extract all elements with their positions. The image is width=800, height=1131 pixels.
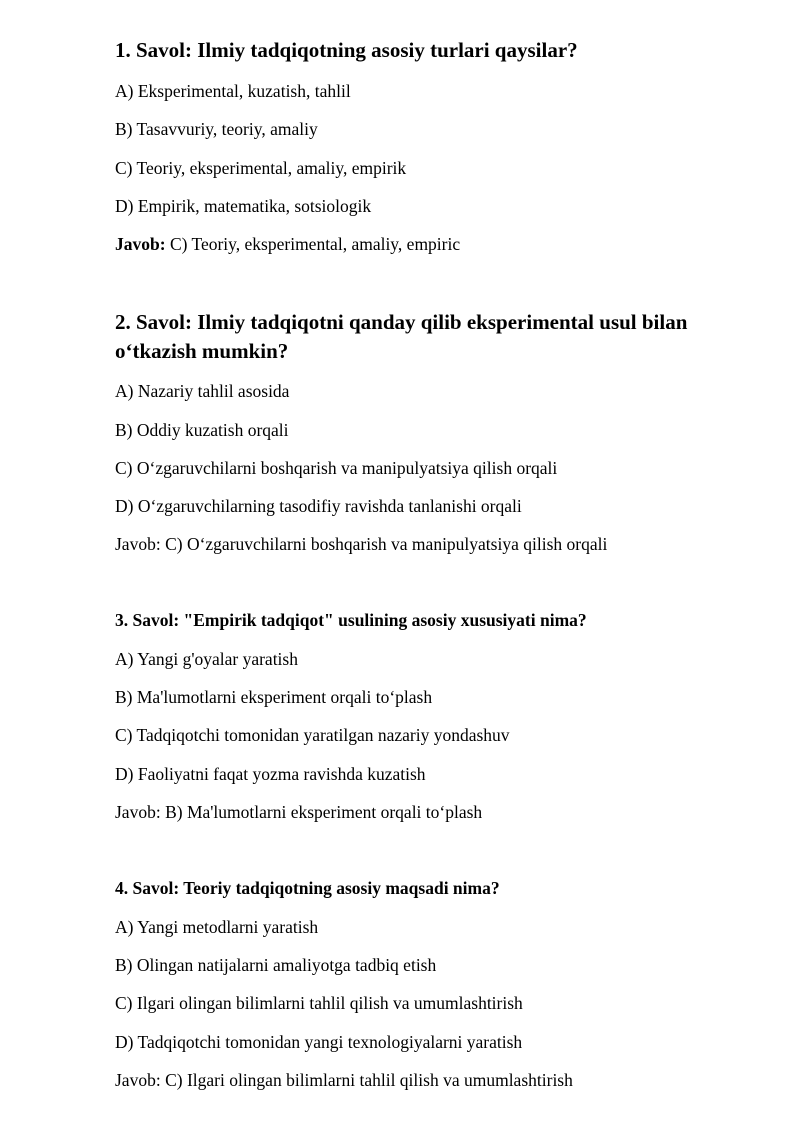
question-2-answer: Javob: C) O‘zgaruvchilarni boshqarish va manipulyatsiya qilish orqali [115, 534, 608, 554]
answer-label: Javob: [115, 234, 166, 254]
question-2-option-a: A) Nazariy tahlil asosida [115, 381, 290, 401]
question-2-option-b: B) Oddiy kuzatish orqali [115, 420, 289, 440]
question-3-title: 3. Savol: "Empirik tadqiqot" usulining asosiy xususiyati nima? [115, 610, 587, 630]
question-2-option-d: D) O‘zgaruvchilarning tasodifiy ravishda tanlanishi orqali [115, 496, 522, 516]
question-4-option-c: C) Ilgari olingan bilimlarni tahlil qilish va umumlashtirish [115, 993, 523, 1013]
question-1-option-c: C) Teoriy, eksperimental, amaliy, empirik [115, 158, 407, 178]
question-1-option-a: A) Eksperimental, kuzatish, tahlil [115, 81, 351, 101]
question-3-answer: Javob: B) Ma'lumotlarni eksperiment orqali to‘plash [115, 802, 483, 822]
question-4-option-b: B) Olingan natijalarni amaliyotga tadbiq etish [115, 955, 437, 975]
question-1-option-d: D) Empirik, matematika, sotsiologik [115, 196, 372, 216]
question-2-title-line2: o‘tkazish mumkin? [115, 339, 289, 363]
question-4-option-d: D) Tadqiqotchi tomonidan yangi texnologiyalarni yaratish [115, 1032, 523, 1052]
question-2-title-line1: 2. Savol: Ilmiy tadqiqotni qanday qilib eksperimental usul bilan [115, 310, 688, 334]
question-3-option-b: B) Ma'lumotlarni eksperiment orqali to‘plash [115, 687, 433, 707]
question-4-title: 4. Savol: Teoriy tadqiqotning asosiy maqsadi nima? [115, 878, 500, 898]
answer-text: C) Teoriy, eksperimental, amaliy, empiric [165, 234, 461, 254]
question-3-option-d: D) Faoliyatni faqat yozma ravishda kuzatish [115, 764, 426, 784]
question-1-option-b: B) Tasavvuriy, teoriy, amaliy [115, 119, 318, 139]
question-1-answer [115, 233, 460, 255]
question-1-title: 1. Savol: Ilmiy tadqiqotning asosiy turlari qaysilar? [115, 38, 578, 62]
question-2-option-c: C) O‘zgaruvchilarni boshqarish va manipulyatsiya qilish orqali [115, 458, 558, 478]
question-4-option-a: A) Yangi metodlarni yaratish [115, 917, 319, 937]
question-3-option-c: C) Tadqiqotchi tomonidan yaratilgan nazariy yondashuv [115, 725, 510, 745]
question-4-answer: Javob: C) Ilgari olingan bilimlarni tahlil qilish va umumlashtirish [115, 1070, 573, 1090]
question-3-option-a: A) Yangi g'oyalar yaratish [115, 649, 298, 669]
